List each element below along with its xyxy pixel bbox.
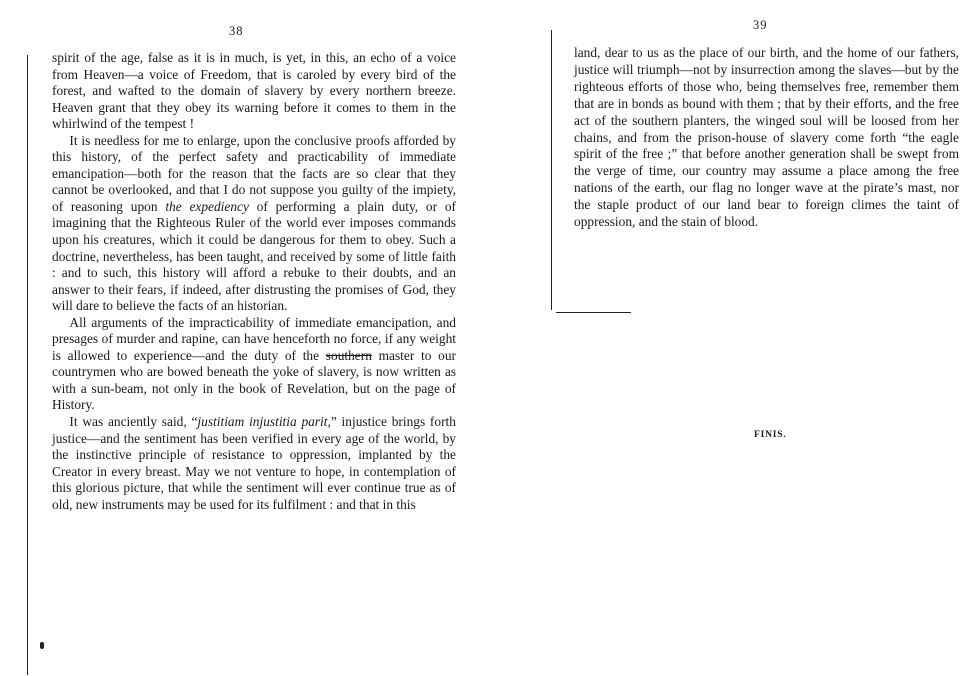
text-segment: land, dear to us as the place of our birth, and the home of our fathers, justice will triumph—not by insurrection among the slaves—but by the righteous efforts of those who, being themselves free, remember them that are in bonds as bound with them ; that by their efforts, and the free act of the southern planters, the winged soul will be loosed from her chains, and from the prison-house of slavery come forth “the eagle spirit of the free ;” that before another generation shall be swept from the verge of time, our country may assume a place among the free nations of the earth, our flag no longer wave at the pirate’s mast, nor the staple product of our land bear to foreign climes the taint of oppression, and the stain of blood. <box>574 45 959 230</box>
text-segment: of performing a plain duty, or of imagining that the Righteous Ruler of the world ever imposes commands upon his creatures, which it could be dangerous for them to obey. Such a doctrine, nevertheless, has been taught, and received by some of little faith : and to such, this history will afford a rebuke to their doubts, and an answer to their fears, if indeed, after distrusting the promises of God, they will dare to believe the facts of an historian. <box>52 198 457 314</box>
text-segment: It is needless for me to enlarge, upon the conclusive proofs afforded by this history, of the perfect safety and practicability of immediate emancipation—both for the reason that the facts are so clear that they cannot be overlooked, and that I do not suppose you guilty of the impiety, of reasoning upon <box>52 132 456 214</box>
text-segment: spirit of the age, false as it is in much, is yet, in this, an echo of a voice from Heaven—a voice of Freedom, that is caroled by every bird of the forest, and wafted to the domain of slavery by every northern breeze. Heaven grant that they obey its warning before it comes to them in the whirlwind of the tempest ! <box>52 50 456 132</box>
text-segment: justitiam injustitia parit, <box>197 414 331 430</box>
paragraph <box>52 414 456 513</box>
left-page-number: 38 <box>229 24 244 38</box>
paragraph <box>52 50 456 133</box>
paragraph <box>574 45 959 231</box>
margin-dot-mark <box>40 642 44 649</box>
finis-label: FINIS. <box>754 430 787 440</box>
text-segment: ” injustice brings forth justice—and the sentiment has been verified in every age of the world, by the instinctive principle of resistance to oppression, implanted by the Creator in every breast. May we not venture to hope, in contemplation of this glorious picture, that while the sentiment will ever continue true as of old, new instruments may be used for its fulfilment : and that in this <box>52 414 456 512</box>
right-page-number: 39 <box>753 18 768 32</box>
margin-curve-mark <box>556 312 631 313</box>
text-segment: It was anciently said, “ <box>69 414 198 430</box>
text-segment: the expediency <box>165 198 249 214</box>
right-page <box>490 0 980 676</box>
paragraph <box>52 315 456 414</box>
text-segment: master to our countrymen who are bowed beneath the yoke of slavery, is now written as with a sun-beam, not only in the book of Revelation, but on the page of History. <box>52 347 456 413</box>
margin-line-mark <box>551 30 552 310</box>
text-segment: All arguments of the impracticability of immediate emancipation, and presages of murder and rapine, can have henceforth no force, if any weight is allowed to experience—and the duty of the <box>52 314 456 363</box>
paragraph <box>52 133 456 315</box>
left-page-text <box>52 50 456 513</box>
text-segment: southern <box>325 347 372 363</box>
right-page-text <box>574 45 959 231</box>
margin-line-mark <box>27 55 28 675</box>
